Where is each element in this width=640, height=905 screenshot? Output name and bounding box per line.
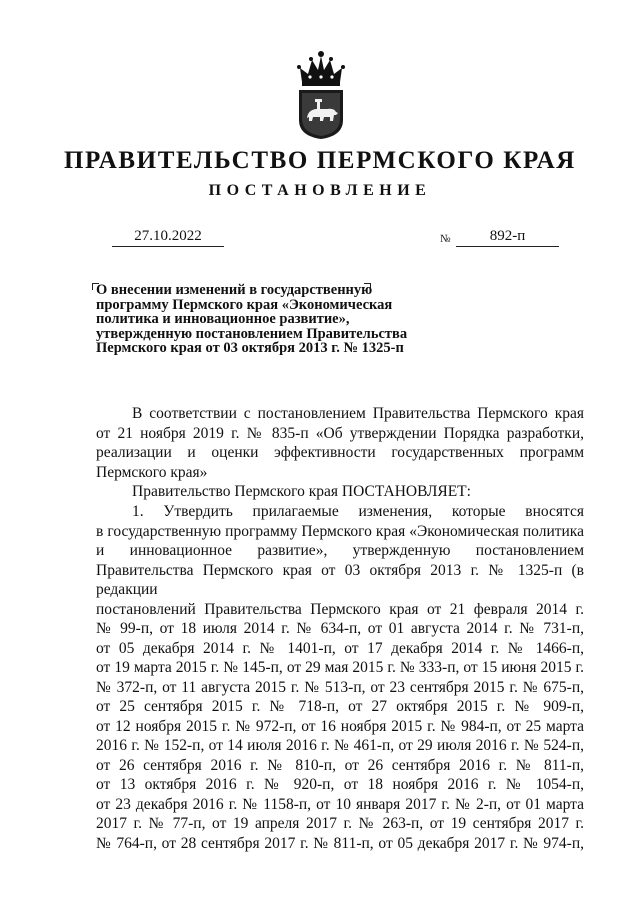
subject-line: утвержденную постановлением Правительства (96, 325, 408, 342)
preamble-paragraph (96, 404, 584, 482)
subject-line: Пермского края от 03 октября 2013 г. № 1325-п (96, 340, 404, 356)
government-title: ПРАВИТЕЛЬСТВО ПЕРМСКОГО КРАЯ (64, 147, 576, 174)
text-line: от 25 сентября 2015 г. № 718-п, от 27 октября 2015 г. № 909-п, (96, 698, 584, 715)
text-line: 2016 г. № 152-п, от 14 июля 2016 г. № 461-п, от 29 июля 2016 г. № 524-п, (96, 737, 584, 754)
text-line: В соответствии с постановлением Правительства Пермского края (132, 405, 584, 422)
coat-of-arms-icon (294, 48, 348, 140)
clause-1-paragraph (96, 502, 584, 853)
decree-date: 27.10.2022 (112, 227, 224, 247)
text-line: № 372-п, от 11 августа 2015 г. № 513-п, от 23 сентября 2015 г. № 675-п, (96, 678, 584, 696)
text-line: реализации и оценки эффективности государственных программ (96, 444, 584, 461)
decree-subject (96, 283, 426, 356)
text-line: Правительства Пермского края от 03 октября 2013 г. № 1325-п (в редакции (96, 561, 584, 598)
text-line: Правительство Пермского края ПОСТАНОВЛЯЕТ: (132, 483, 471, 500)
subject-line: программу Пермского края «Экономическая (96, 296, 393, 313)
text-line: постановлений Правительства Пермского края от 21 февраля 2014 г. (96, 600, 584, 618)
text-line: в государственную программу Пермского края «Экономическая политика (96, 522, 584, 540)
text-line: 1. Утвердить прилагаемые изменения, которые вносятся (132, 503, 584, 520)
resolution-paragraph (96, 482, 584, 502)
text-line: 2017 г. № 77-п, от 19 апреля 2017 г. № 263-п, от 19 сентября 2017 г. (96, 815, 584, 832)
text-line: от 05 декабря 2014 г. № 1401-п, от 17 декабря 2014 г. № 1466-п, (96, 639, 584, 657)
text-line: от 12 ноября 2015 г. № 972-п, от 16 ноября 2015 г. № 984-п, от 25 марта (96, 717, 584, 735)
subject-line: политика и инновационное развитие», (96, 311, 350, 327)
text-line: от 19 марта 2015 г. № 145-п, от 29 мая 2015 г. № 333-п, от 15 июня 2015 г. (96, 659, 584, 676)
decree-number: 892-п (456, 227, 559, 247)
number-sign: № (440, 233, 451, 245)
text-line: от 26 сентября 2016 г. № 810-п, от 26 сентября 2016 г. № 811-п, (96, 756, 584, 774)
text-line: № 764-п, от 28 сентября 2017 г. № 811-п, от 05 декабря 2017 г. № 974-п, (96, 834, 584, 852)
text-line: от 21 ноября 2019 г. № 835-п «Об утверждении Порядка разработки, (96, 424, 584, 442)
text-line: от 23 декабря 2016 г. № 1158-п, от 10 января 2017 г. № 2-п, от 01 марта (96, 795, 584, 813)
text-line: № 99-п, от 18 июля 2014 г. № 634-п, от 01 августа 2014 г. № 731-п, (96, 620, 584, 637)
document-type: ПОСТАНОВЛЕНИЕ (208, 182, 432, 199)
subject-line: О внесении изменений в государственную (96, 282, 373, 298)
text-line: от 13 октября 2016 г. № 920-п, от 18 ноября 2016 г. № 1054-п, (96, 776, 584, 793)
text-line: и инновационное развитие», утвержденную постановлением (96, 542, 584, 559)
text-line: Пермского края» (96, 463, 208, 481)
